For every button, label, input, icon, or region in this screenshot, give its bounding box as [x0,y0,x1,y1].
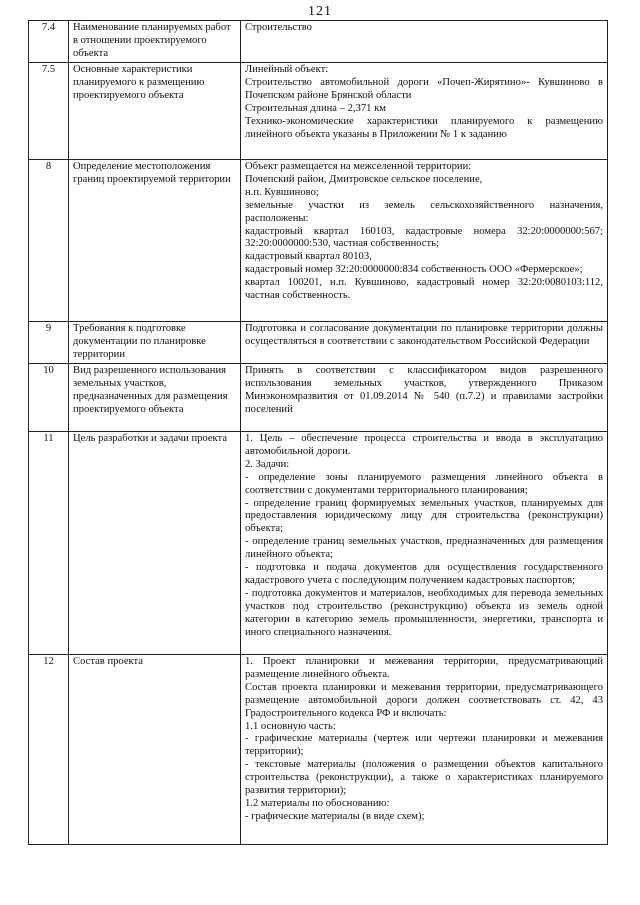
content-paragraph: Почепский район, Дмитровское сельское поселение, [245,173,483,185]
row-content [241,364,608,432]
table-row [29,322,608,364]
content-paragraph: - графические материалы (в виде схем); [245,810,425,822]
page-number: 121 [308,4,332,19]
row-content [241,432,608,655]
row-number: 9 [29,322,69,364]
content-paragraph: - определение границ формируемых земельных участков, планируемых для предоставления юридическому лицу для строительства (реконструкции) объекта; [245,497,603,535]
content-paragraph: - текстовые материалы (положения о размещении объектов капитального строительства (реконструкции), а также о характеристиках планируемого развития территории); [245,759,603,797]
row-number: 8 [29,160,69,322]
content-paragraph: Технико-экономические характеристики планируемого к размещению линейного объекта указаны в Приложении № 1 к заданию [245,115,603,140]
content-paragraph: н.п. Кувшиново; [245,186,319,198]
content-paragraph: земельные участки из земель сельскохозяйственного назначения, расположены: [245,199,603,224]
row-content [241,322,608,364]
content-paragraph: 1.1 основную часть: [245,720,336,732]
table-row [29,63,608,160]
content-paragraph: Подготовка и согласование документации по планировке территории должны осуществляться в соответствии с законодательством Российской Федерации [245,323,603,347]
content-paragraph: 1.2 материалы по обоснованию: [245,797,390,809]
content-paragraph: Строительство [245,22,312,33]
row-title: Вид разрешенного использования земельных участков, предназначенных для размещения проектируемого объекта [69,364,241,432]
content-paragraph: квартал 100201, н.п. Кувшиново, кадастровый номер 32:20:0080103:112, частная собственность. [245,277,603,302]
table-row [29,160,608,322]
content-paragraph: - определение зоны планируемого размещения линейного объекта в соответствии с документами территориального планирования; [245,471,603,496]
content-paragraph: кадастровый номер 32:20:0000000:834 собственность ООО «Фермерское»; [245,264,583,276]
content-paragraph: - графические материалы (чертеж или чертежи планировки и межевания территории); [245,733,603,758]
row-title: Наименование планируемых работ в отношении проектируемого объекта [69,21,241,63]
row-content [241,63,608,160]
row-number: 12 [29,655,69,845]
content-paragraph: 1. Цель – обеспечение процесса строительства и ввода в эксплуатацию автомобильной дороги. [245,433,603,457]
content-paragraph: Линейный объект: [245,64,329,75]
content-paragraph: 1. Проект планировки и межевания территории, предусматривающий размещение линейного объекта. [245,656,603,680]
content-paragraph: - подготовка и подача документов для осуществления государственного кадастрового учета с последующим получением кадастровых паспортов; [245,562,603,586]
content-paragraph: Строительство автомобильной дороги «Почеп-Жирятино»- Кувшиново в Почепском районе Брянской области [245,76,603,101]
row-number: 7.4 [29,21,69,63]
content-paragraph: - подготовка документов и материалов, необходимых для перевода земельных участков под строительство (реконструкцию) объекта из земель одной категории в категорию земель промышленности, энергетики, транспорта и иного специального назначения. [245,587,603,638]
row-content [241,160,608,322]
content-paragraph: Строительная длина – 2,371 км [245,102,386,114]
row-number: 10 [29,364,69,432]
table-row [29,21,608,63]
table-row [29,364,608,432]
row-title: Определение местоположения границ проектируемой территории [69,160,241,322]
row-content [241,655,608,845]
table-row [29,655,608,845]
table-row [29,432,608,655]
content-paragraph: Состав проекта планировки и межевания территории, предусматривающего размещение автомобильной дороги должен соответствовать ст. 42, 43 Градостроительного кодекса РФ и включать: [245,681,603,719]
content-paragraph: кадастровый квартал 160103, кадастровые номера 32:20:0000000:567; 32:20:0000000:530, частная собственность; [245,225,603,250]
row-number: 7.5 [29,63,69,160]
content-paragraph: кадастровый квартал 80103, [245,251,372,263]
row-number: 11 [29,432,69,655]
row-title: Цель разработки и задачи проекта [69,432,241,655]
row-content [241,21,608,63]
content-paragraph: 2. Задачи: [245,458,290,470]
content-paragraph: Принять в соответствии с классификатором видов разрешенного использования земельных участков, утвержденного Приказом Минэкономразвития от 01.09.2014 № 540 (п.7.2) и правилами застройки поселений [245,365,603,415]
content-paragraph: Объект размещается на межселенной территории: [245,161,472,172]
row-title: Состав проекта [69,655,241,845]
row-title: Требования к подготовке документации по планировке территории [69,322,241,364]
content-paragraph: - определение границ земельных участков, предназначенных для размещения линейного объекта; [245,536,603,561]
requirements-table [28,20,608,845]
row-title: Основные характеристики планируемого к размещению проектируемого объекта [69,63,241,160]
